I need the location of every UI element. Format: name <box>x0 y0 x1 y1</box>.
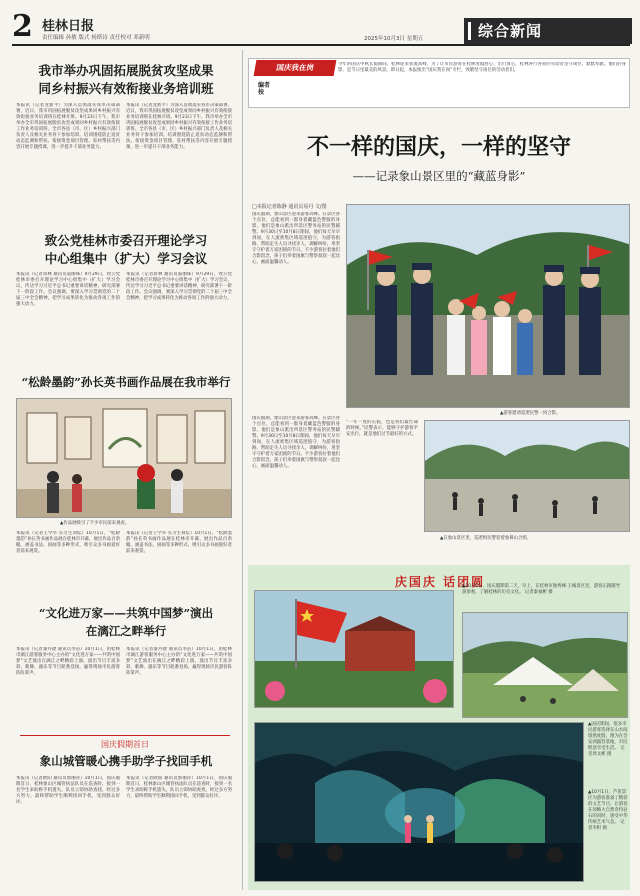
article-1-title[interactable] <box>14 62 238 98</box>
article-2-body-col2: 本报讯（记者蒋林 通讯员董丽珠）9月29日，致公党桂林市委召开理论学习中心组集中（扩大）学习会议，传达学习习近平总书记重要讲话精神，研究部署下一阶段工作。会议强调，要深入学习贯彻党的二十届三中全会精神，把学习成果转化为推动各项工作的强大动力。 <box>126 272 232 301</box>
article-4-title-line1: “文化进万家——共筑中国梦”演出 <box>38 606 214 620</box>
editor-note-text: 今年的国庆中秋长假期间，桂林迎来客流高峰，为了让市民游客在桂林度假舒心、出行放心，桂林各行各业的劳动者坚守岗位、默默奉献。他们的身影，是节日里最美的风景。即日起，本报推出“国庆我在岗”专栏，致敬坚守岗位的劳动者们。 <box>338 62 626 73</box>
article-1-body-col2: 本报讯（记者龙新平）为深入贯彻落实我市决策部署，近日，我市巩固拓展脱贫攻坚成果同乡村振兴有效衔接业务培训班在桂林开班。9月23日下午，我市举办全市巩固拓展脱贫攻坚成果同乡村振兴有效衔接工作业务培训班。全市各县（市、区）乡村振兴部门负责人及相关业务骨干参加培训。培训围绕防止返贫动态监测和帮扶、衔接资金项目管理、驻村帮扶等内容开展专题授课，进一步提升干部业务能力。 <box>126 103 232 150</box>
camping-photo-caption-text: ▲国庆期间，很多市民游客选择在山水间悠然度假，图为在会安洲露营基地，市民惬意享受生活。 <box>588 722 628 751</box>
feature-title[interactable]: 不一样的国庆，一样的坚守 <box>306 134 571 160</box>
feature-subtitle: ——记录象山景区里的“藏蓝身影” <box>352 169 526 183</box>
article-4-body: 本报讯（记者秦丹捷 通讯员李洁）10月1日，由桂林市漓江游客服务中心主办的“文化进万家——共筑中国梦”文艺演出在漓江之畔精彩上演。演出节目丰富多彩，歌舞、器乐等节目轮番登场，赢得现场市民游客阵阵掌声。 <box>16 647 120 676</box>
feature-byline: □本报记者陈静 通讯员易丹 文/图 <box>252 204 327 210</box>
column-divider <box>242 50 243 890</box>
article-5-body-col2: 本报讯（记者欧阳 通讯员郭丽萍）10月1日，国庆假期首日，桂林象山区城管执法队员在巡查时，接到一名学生求助称手机遗失。队员立即协助查找，经过多方努力，最终帮助学生顺利找回手机，受到群众好评。 <box>126 776 232 799</box>
article-2-title-line2: 中心组集中（扩大）学习会议 <box>44 251 208 266</box>
section-title: 综合新闻 <box>464 18 632 44</box>
article-2-title[interactable] <box>14 232 238 268</box>
cave-performance-photo <box>254 722 584 882</box>
feature-body: 国庆假期，象山景区迎来游客高峰。在景区各个点位，总能看到一群身着藏蓝色警服的身影，他们是象山派出所景区警务站的民警辅警。9月30日至10月8日期间，他们每天早早到岗，在人流密集区域巡逻值守，为游客指路、帮助走失人员寻找亲人、调解纠纷，用坚守守护着万家团圆的节日。不少游客拉着他们合影留念，孩子们举着国旗与警察叔叔一起比心，画面温馨动人。 <box>252 212 340 265</box>
feature-body-cont: 国庆假期，象山景区迎来游客高峰。在景区各个点位，总能看到一群身着藏蓝色警服的身影，他们是象山派出所景区警务站的民警辅警。9月30日至10月8日期间，他们每天早早到岗，在人流密集区域巡逻值守，为游客指路、帮助走失人员寻找亲人、调解纠纷，用坚守守护着万家团圆的节日。不少游客拉着他们合影留念，孩子们举着国旗与警察叔叔一起比心，画面温馨动人。 <box>252 416 340 469</box>
article-4-body-col2: 本报讯（记者秦丹捷 通讯员李洁）10月1日，由桂林市漓江游客服务中心主办的“文化进万家——共筑中国梦”文艺演出在漓江之畔精彩上演。演出节目丰富多彩，歌舞、器乐等节目轮番登场，赢得现场市民游客阵阵掌声。 <box>126 647 232 676</box>
article-4-title[interactable] <box>14 604 238 640</box>
cave-photo-credit: 记者李积 摄 <box>588 820 625 831</box>
cave-photo-caption <box>588 790 628 832</box>
article-1-title-line2: 同乡村振兴有效衔接业务培训班 <box>38 81 214 96</box>
page-number: 2 <box>12 9 33 44</box>
issue-date: 2025年10月3日 星期五 <box>364 36 424 42</box>
scenic-photo-caption: ▲在象山景区里，巡逻组民警迎着象鼻山合照。 <box>440 536 532 541</box>
article-2-title-line1: 致公党桂林市委召开理论学习 <box>44 233 208 248</box>
section-subhead: 国庆假期首日 <box>20 735 230 750</box>
column-ribbon: 国庆我在岗 <box>254 60 337 76</box>
camping-photo-graphic <box>463 613 628 718</box>
police-group-photo-graphic <box>347 205 630 408</box>
flag-garden-photo <box>254 590 454 708</box>
flag-photo-credit: 记者秦福彬 摄 <box>524 590 553 595</box>
paper-name: 桂林日报 <box>42 19 95 34</box>
staff-credits: 责任编辑 孙敏 版式 杨斯诗 责任校对 邓新明 <box>42 35 150 41</box>
flag-photo-caption-text: ▲10月2日，国庆假期第二天，早上，在桂林市独秀峰·王城景区里，游客正跟随导游参观，了解桂林的历史文化。 <box>462 584 621 595</box>
article-5-body: 本报讯（记者欧阳 通讯员郭丽萍）10月1日，国庆假期首日，桂林象山区城管执法队员在巡查时，接到一名学生求助称手机遗失。队员立即协助查找，经过多方努力，最终帮助学生顺利找回手机，受到群众好评。 <box>16 776 120 805</box>
editor-note-label: 编者按 <box>258 82 271 96</box>
exhibition-photo <box>16 398 232 518</box>
cave-performance-photo-graphic <box>255 723 584 882</box>
article-2-body: 本报讯（记者蒋林 通讯员董丽珠）9月29日，致公党桂林市委召开理论学习中心组集中（扩大）学习会议，传达学习习近平总书记重要讲话精神，研究部署下一阶段工作。会议强调，要深入学习贯彻党的二十届三中全会精神，把学习成果转化为推动各项工作的强大动力。 <box>16 272 120 307</box>
article-4-title-line2: 在漓江之畔举行 <box>85 624 167 638</box>
masthead <box>12 9 630 44</box>
exhibition-photo-graphic <box>17 399 232 518</box>
article-3-body: 本报讯（记者王学华 实习生刘纭）10月1日，“松龄墨韵”孙长英书画作品展在桂林市开幕，展出作品百余幅，涵盖书法、国画等多种形式，吸引众多书画爱好者前来观赏。 <box>16 531 120 554</box>
police-photo-caption: ▲游客邀请巡逻民警一同合影。 <box>500 411 561 416</box>
cave-photo-caption-text: ▲10月1日，芦笛景区为游客准备了精彩的文艺节目，让游客在领略大自然奇特岩石的同时，感受中华传统艺术气息。 <box>588 790 628 825</box>
flag-photo-caption <box>462 584 624 596</box>
camping-photo-caption <box>588 722 628 758</box>
article-5-title[interactable]: 象山城管暖心携手助学子找回手机 <box>39 754 213 768</box>
article-3-title[interactable]: “松龄墨韵”孙长英书画作品展在我市举行 <box>21 375 231 389</box>
article-1-body: 本报讯（记者龙新平）为深入贯彻落实我市决策部署，近日，我市巩固拓展脱贫攻坚成果同乡村振兴有效衔接业务培训班在桂林开班。9月23日下午，我市举办全市巩固拓展脱贫攻坚成果同乡村振兴有效衔接工作业务培训班。全市各县（市、区）乡村振兴部门负责人及相关业务骨干参加培训。培训围绕防止返贫动态监测和帮扶、衔接资金项目管理、驻村帮扶等内容开展专题授课，进一步提升干部业务能力。 <box>16 103 120 150</box>
police-group-photo <box>346 204 630 408</box>
exhibition-photo-caption: ▲作品展吸引了不少市民前来观看。 <box>60 521 130 526</box>
scenic-patrol-photo-graphic <box>425 421 630 532</box>
camping-photo-credit: 记者周文彬 摄 <box>588 746 625 757</box>
article-3-body-col2: 本报讯（记者王学华 实习生刘纭）10月1日，“松龄墨韵”孙长英书画作品展在桂林市开幕，展出作品百余幅，涵盖书法、国画等多种形式，吸引众多书画爱好者前来观赏。 <box>126 531 232 554</box>
article-1-title-line1: 我市举办巩固拓展脱贫攻坚成果 <box>38 63 214 78</box>
scenic-patrol-photo <box>424 420 630 532</box>
feature-body-col3: “一年一度的长假，也是我们最忙碌的时候。”民警表示，能够守护游客平安出行，就是他们过节最好的方式。 <box>346 420 418 437</box>
holiday-box-title: 庆国庆 话团圆 <box>394 575 486 589</box>
header-rule <box>12 44 630 46</box>
camping-photo <box>462 612 628 718</box>
flag-garden-photo-graphic <box>255 591 454 708</box>
